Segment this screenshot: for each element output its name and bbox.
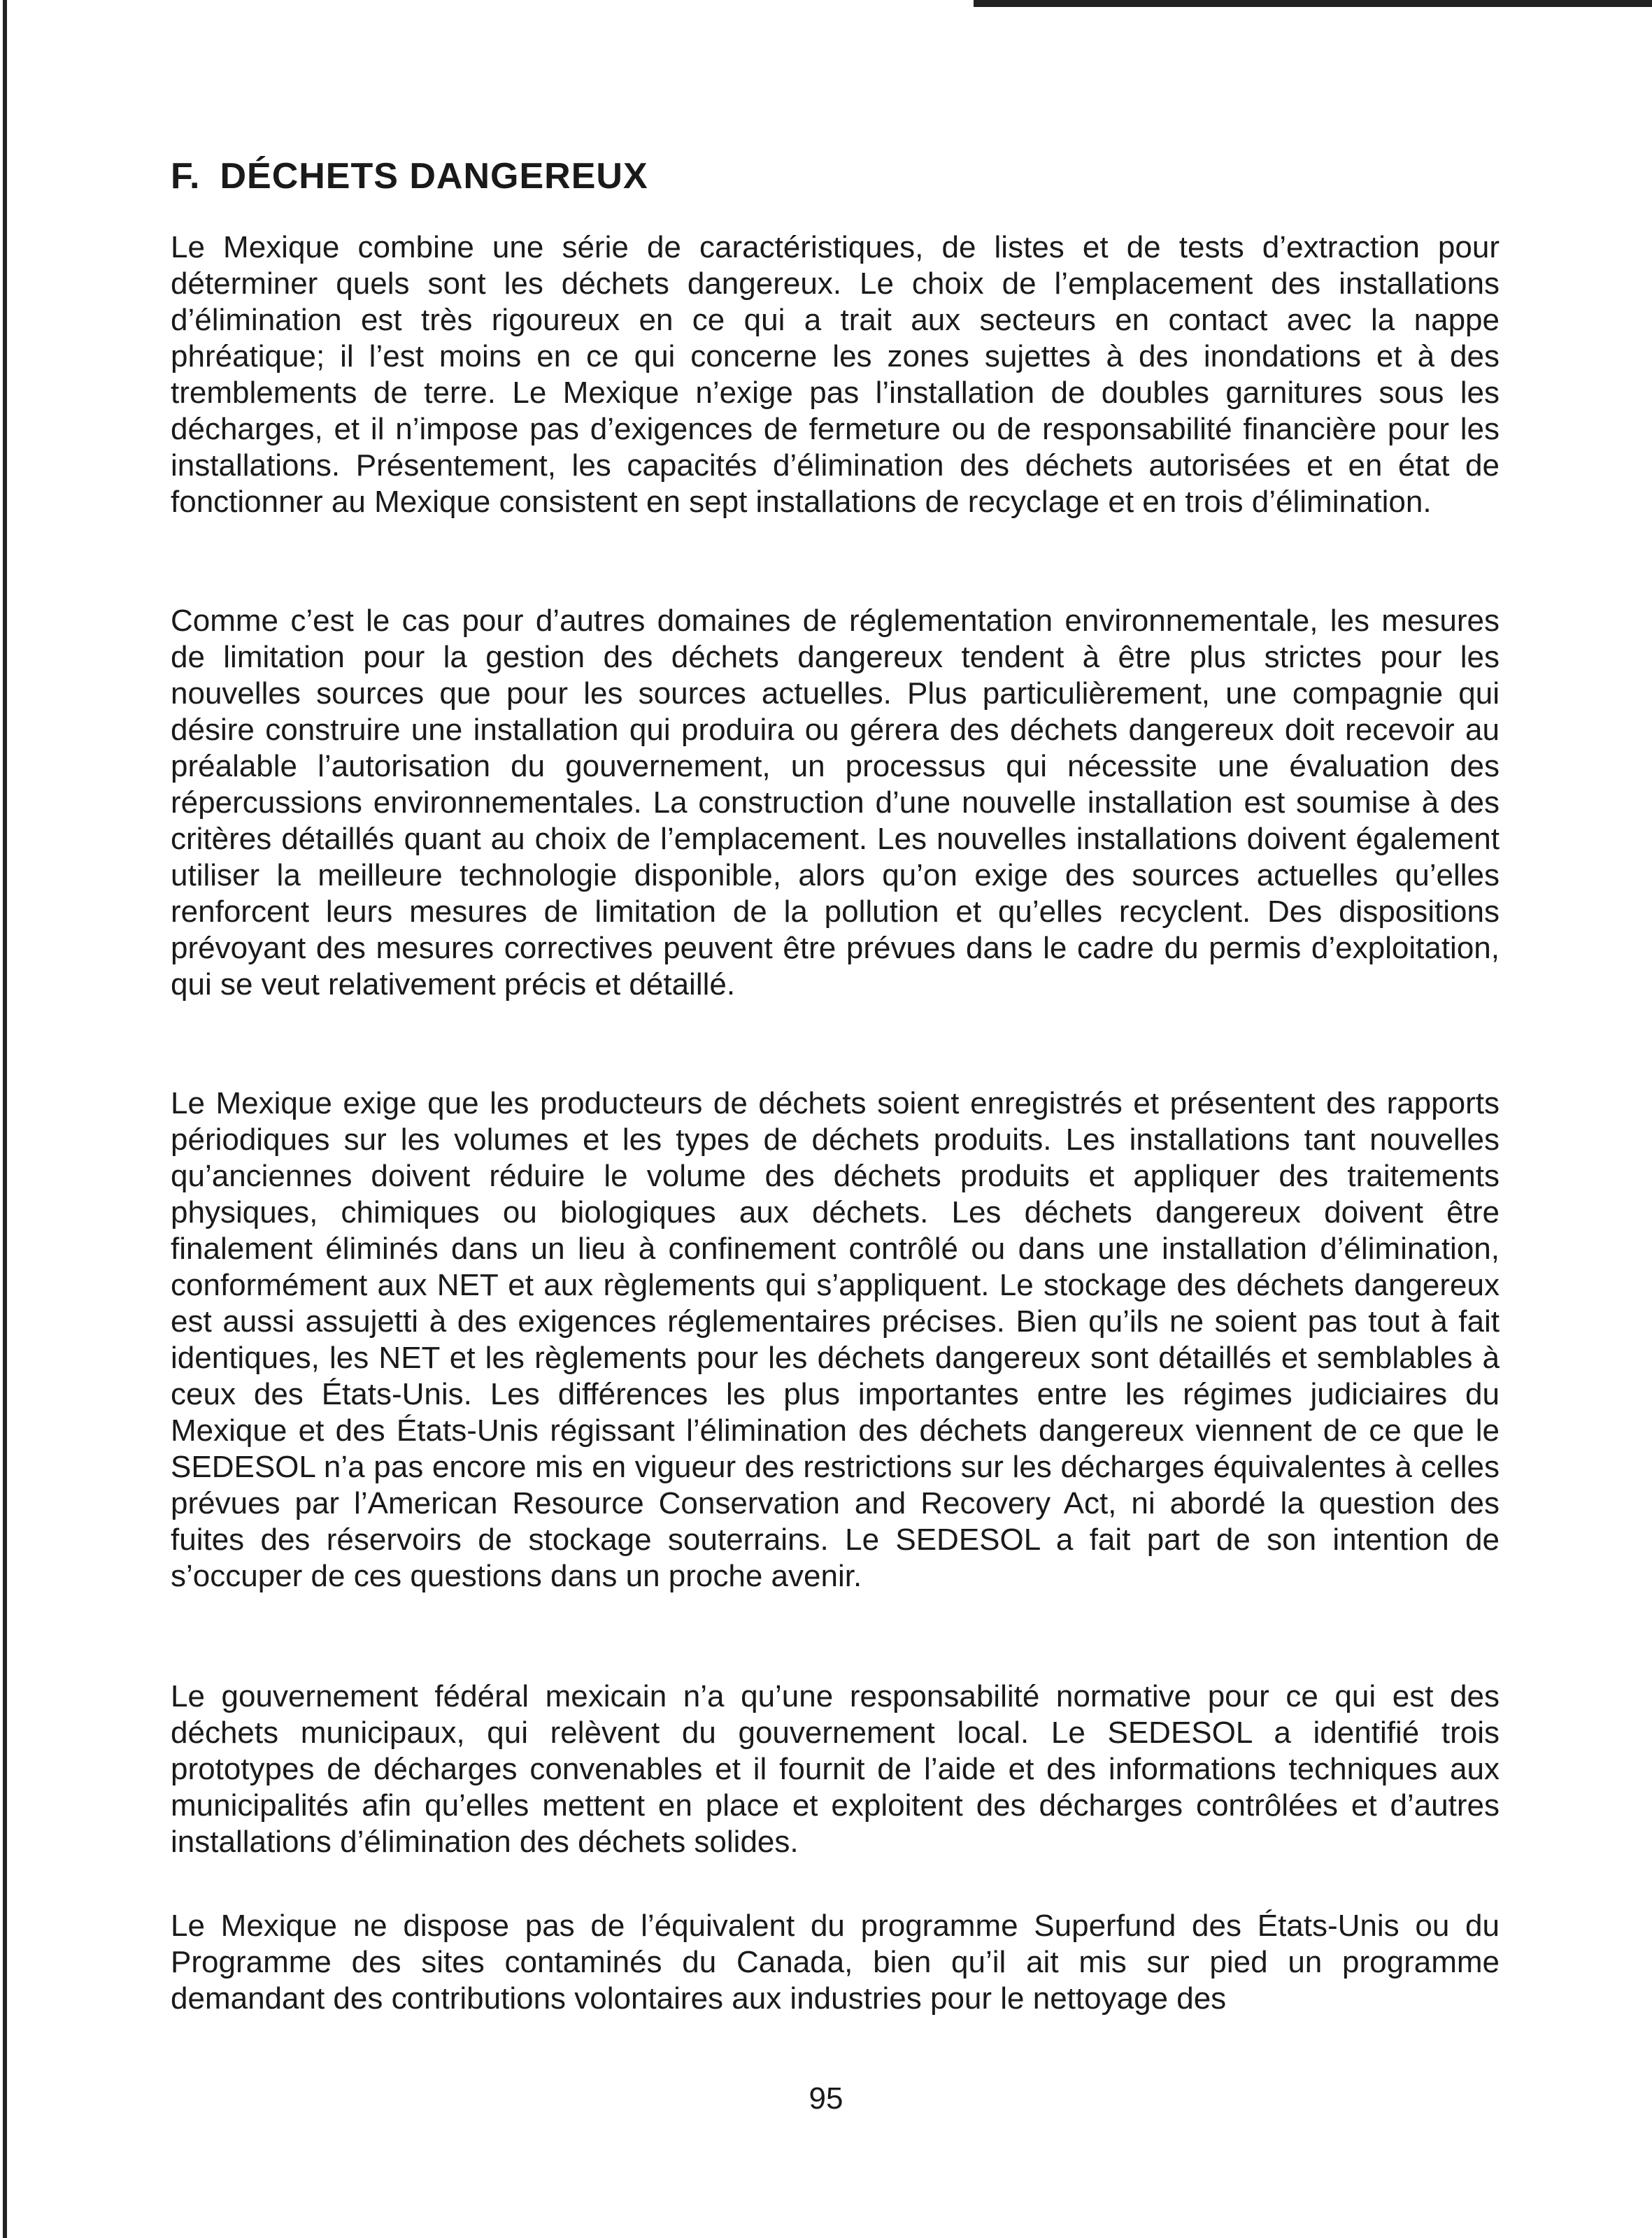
section-title: DÉCHETS DANGEREUX: [220, 156, 648, 197]
paragraph-2: Comme c’est le cas pour d’autres domaines de réglementation environnementale, les mesures de limitation pour la gestion des déchets dangereux tendent à être plus strictes pour les nouvelles sources que pour les sources actuelles. Plus particulièrement, une compagnie qui désire construire une installation qui produira ou gérera des déchets dangereux doit recevoir au préalable l’autorisation du gouvernement, un processus qui nécessite une évaluation des répercussions environnementales. La construction d’une nouvelle installation est soumise à des critères détaillés quant au choix de l’emplacement. Les nouvelles installations doivent également utiliser la meilleure technologie disponible, alors qu’on exige des sources actuelles qu’elles renforcent leurs mesures de limitation de la pollution et qu’elles recyclent. Des dispositions prévoyant des mesures correctives peuvent être prévues dans le cadre du permis d’exploitation, qui se veut relativement précis et détaillé.: [171, 604, 1500, 1002]
paragraph-4: Le gouvernement fédéral mexicain n’a qu’une responsabilité normative pour ce qui est des déchets municipaux, qui relèvent du gouvernement local. Le SEDESOL a identifié trois prototypes de décharges convenables et il fournit de l’aide et des informations techniques aux municipalités afin qu’elles mettent en place et exploitent des décharges contrôlées et d’autres installations d’élimination des déchets solides.: [171, 1679, 1500, 1859]
scan-edge-top: [974, 0, 1652, 7]
paragraph-3: Le Mexique exige que les producteurs de déchets soient enregistrés et présentent des rapports périodiques sur les volumes et les types de déchets produits. Les installations tant nouvelles qu’anciennes doivent réduire le volume des déchets produits et appliquer des traitements physiques, chimiques ou biologiques aux déchets. Les déchets dangereux doivent être finalement éliminés dans un lieu à confinement contrôlé ou dans une installation d’élimination, conformément aux NET et aux règlements qui s’appliquent. Le stockage des déchets dangereux est aussi assujetti à des exigences réglementaires précises. Bien qu’ils ne soient pas tout à fait identiques, les NET et les règlements pour les déchets dangereux sont détaillés et semblables à ceux des États-Unis. Les différences les plus importantes entre les régimes judiciaires du Mexique et des États-Unis régissant l’élimination des déchets dangereux viennent de ce que le SEDESOL n’a pas encore mis en vigueur des restrictions sur les décharges équivalentes à celles prévues par l’American Resource Conservation and Recovery Act, ni abordé la question des fuites des réservoirs de stockage souterrains. Le SEDESOL a fait part de son intention de s’occuper de ces questions dans un proche avenir.: [171, 1086, 1500, 1593]
scan-edge-left: [3, 0, 7, 2238]
section-number: F.: [171, 156, 201, 197]
page-number: 95: [809, 2081, 843, 2116]
paragraph-1: Le Mexique combine une série de caractéristiques, de listes et de tests d’extraction pour déterminer quels sont les déchets dangereux. Le choix de l’emplacement des installations d’élimination est très rigoureux en ce qui a trait aux secteurs en contact avec la nappe phréatique; il l’est moins en ce qui concerne les zones sujettes à des inondations et à des tremblements de terre. Le Mexique n’exige pas l’installation de doubles garnitures sous les décharges, et il n’impose pas d’exigences de fermeture ou de responsabilité financière pour les installations. Présentement, les capacités d’élimination des déchets autorisées et en état de fonctionner au Mexique consistent en sept installations de recyclage et en trois d’élimination.: [171, 230, 1500, 519]
paragraph-5: Le Mexique ne dispose pas de l’équivalent du programme Superfund des États-Unis ou du Programme des sites contaminés du Canada, bien qu’il ait mis sur pied un programme demandant des contributions volontaires aux industries pour le nettoyage des: [171, 1909, 1500, 2016]
section-heading: [171, 155, 648, 197]
